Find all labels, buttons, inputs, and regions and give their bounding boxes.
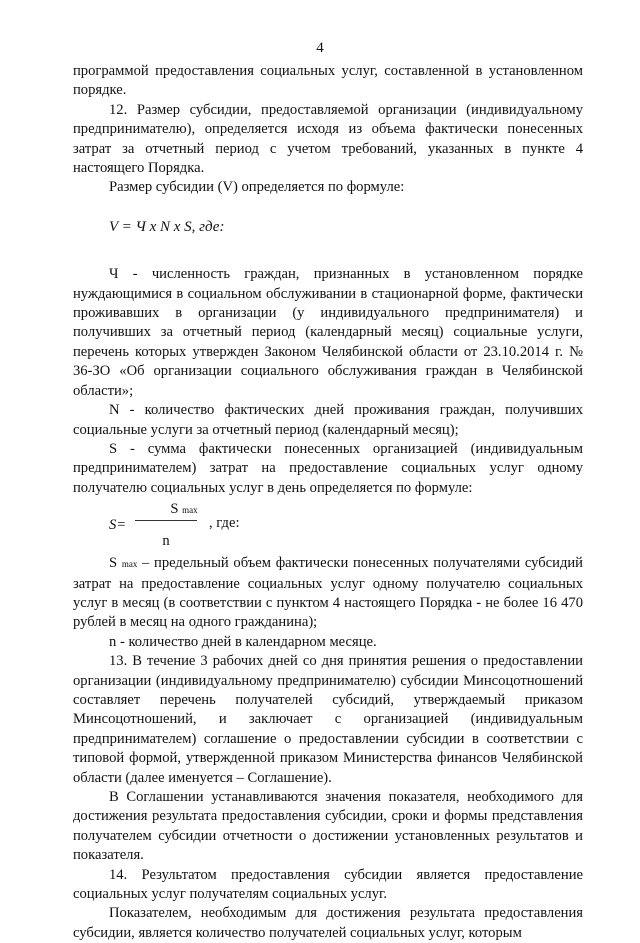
smax-sub: max [121,559,138,570]
fraction-where: , где: [209,515,240,532]
paragraph-s-definition: S - сумма фактически понесенных организацией (индивидуальным предпринимателем) затрат на предоставление социальных услуг одному получателю социальных услуг в день определяется по формуле: [73,440,583,496]
paragraph-ch-definition: Ч - численность граждан, признанных в установленном порядке нуждающимися в социальном обслуживании в стационарной форме, фактически проживавших в организации (у индивидуального предпринимателя) и получивших за отчетный период (календарный месяц) социальные услуги, перечень которых утвержден Законом Челябинской области от 23.10.2014 г. № 36-ЗО «Об организации социального обслуживания граждан в Челябинской области»; [73,266,583,399]
paragraph-formula-intro: Размер субсидии (V) определяется по формуле: [109,179,405,196]
fraction-line [135,520,197,521]
formula-main [109,218,583,237]
fraction-numerator [153,500,215,520]
paragraph-continuation: программой предоставления социальных услуг, составленной в установленном порядке. [73,63,583,99]
formula-main-text: V = Ч x N x S, где: [109,218,225,235]
formula-fraction [73,500,583,550]
fraction-denominator: n [162,533,170,550]
paragraph-14: 14. Результатом предоставления субсидии является предоставление социальных услуг получателям социальных услуг. [73,866,583,903]
paragraph-indicator: Показателем, необходимым для достижения результата предоставления субсидии, является количество получателей социальных услуг, которым [73,905,583,941]
fraction-lhs: S= [109,517,127,534]
smax-text: – предельный объем фактически понесенных получателями субсидий затрат на предоставление социальных услуг одному получателю социальных услуг в месяц (в соответствии с пунктом 4 настоящего Порядка - не более 16 470 рублей в месяц на одного гражданина); [73,555,583,631]
page-number: 4 [316,40,324,56]
paragraph-13: 13. В течение 3 рабочих дней со дня принятия решения о предоставлении организации (индивидуальному предпринимателю) субсидии Минсоцотношений составляет перечень получателей субсидий, утверждаемый приказом Минсоцотношений, и заключает с организацией (индивидуальным предпринимателем) соглашение о предоставлении субсидии в соответствии с типовой формой, утвержденной приказом Министерства финансов Челябинской области (далее именуется – Соглашение). [73,653,583,786]
fraction-numerator-sub: max [182,505,198,516]
paragraph-12: 12. Размер субсидии, предоставляемой организации (индивидуальному предпринимателю), определяется исходя из объема фактически понесенных затрат за отчетный период с учетом требований, указанных в пункте 4 настоящего Порядка. [73,101,583,177]
paragraph-n-definition: N - количество фактических дней проживания граждан, получивших социальные услуги за отчетный период (календарный месяц); [73,402,583,438]
paragraph-agreement: В Соглашении устанавливаются значения показателя, необходимого для достижения результата предоставления субсидии, сроки и формы представления получателем субсидии отчетности о достижении установленных результатов и показателя. [73,789,583,864]
paragraph-n-days: n - количество дней в календарном месяце. [109,633,377,650]
smax-symbol: S [109,555,118,572]
document-body [73,62,583,943]
paragraph-smax-definition [73,554,583,633]
fraction-numerator-s: S [170,501,179,518]
